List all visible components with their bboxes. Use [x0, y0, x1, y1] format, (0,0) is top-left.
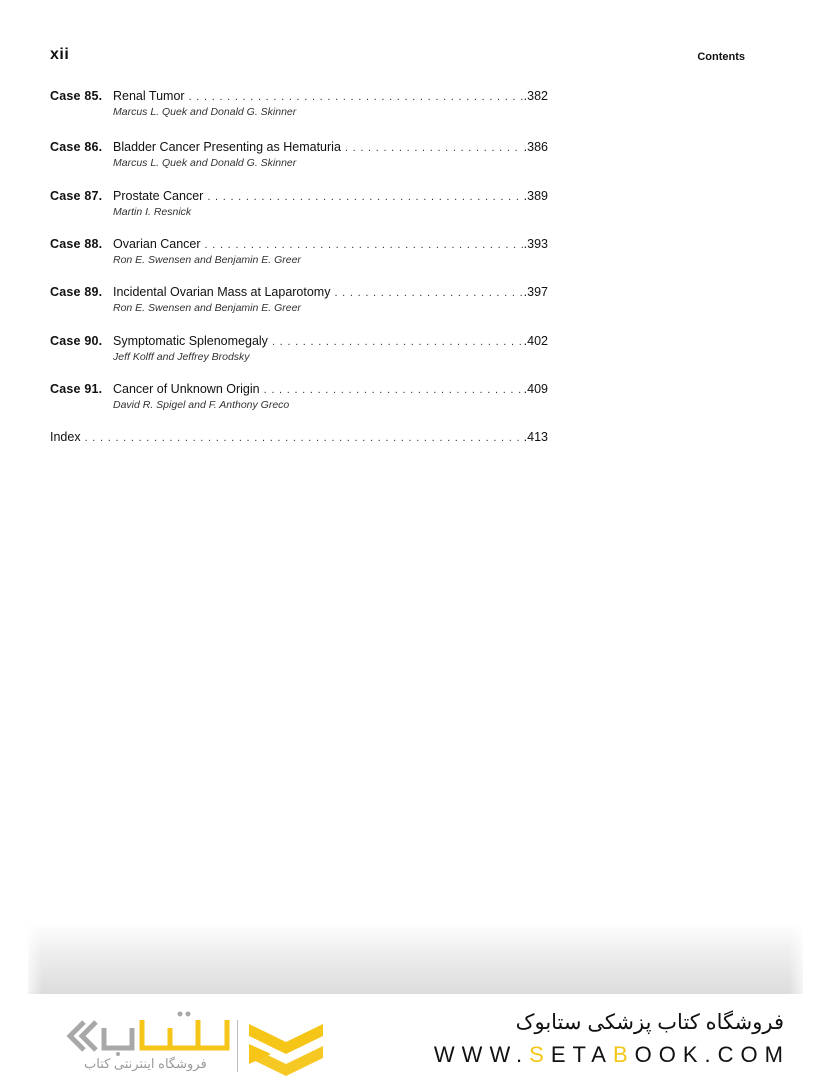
toc-entry[interactable]	[50, 284, 548, 316]
page-number: .389	[523, 189, 548, 203]
dot-leader	[334, 285, 522, 299]
logo-wordmark-icon	[62, 1008, 232, 1056]
entry-authors: Marcus L. Quek and Donald G. Skinner	[113, 106, 297, 118]
toc-entry[interactable]	[50, 236, 548, 268]
toc-entry[interactable]	[50, 139, 548, 171]
entry-authors: David R. Spigel and F. Anthony Greco	[113, 399, 290, 411]
toc-entry[interactable]	[50, 88, 548, 120]
entry-title[interactable]: Bladder Cancer Presenting as Hematuria	[113, 140, 341, 154]
footer-fade-band	[28, 922, 803, 994]
entry-authors: Jeff Kolff and Jeffrey Brodsky	[113, 351, 250, 363]
entry-title[interactable]: Index	[50, 430, 81, 444]
entry-title[interactable]: Incidental Ovarian Mass at Laparotomy	[113, 285, 331, 299]
page-number: .382	[523, 89, 548, 103]
case-label: Case 85.	[50, 89, 103, 103]
dot-leader	[345, 140, 523, 154]
chevron-logo-icon	[247, 1018, 325, 1078]
entry-authors: Ron E. Swensen and Benjamin E. Greer	[113, 254, 301, 266]
toc-entry-index[interactable]	[50, 429, 548, 445]
case-label: Case 90.	[50, 334, 103, 348]
case-label: Case 87.	[50, 189, 103, 203]
store-name: فروشگاه کتاب پزشکی ستابوک	[515, 1011, 784, 1034]
entry-authors: Martin I. Resnick	[113, 206, 192, 218]
toc-entry[interactable]	[50, 188, 548, 220]
page-number: .393	[523, 237, 548, 251]
logo-tagline: فروشگاه اینترنتی کتاب	[84, 1056, 207, 1071]
store-url-link[interactable]	[434, 1042, 790, 1068]
dot-leader	[189, 89, 523, 103]
dot-leader	[207, 189, 522, 203]
page-number: .413	[523, 430, 548, 444]
page-number: .397	[523, 285, 548, 299]
url-part: WWW.	[433, 1042, 530, 1067]
running-head: Contents	[697, 51, 745, 63]
dot-leader	[85, 430, 523, 444]
entry-title[interactable]: Cancer of Unknown Origin	[113, 382, 260, 396]
case-label: Case 86.	[50, 140, 103, 154]
toc-entry[interactable]	[50, 381, 548, 413]
url-part: OOK.COM	[634, 1042, 790, 1067]
footer-brand-banner	[0, 996, 832, 1080]
page-number: .402	[523, 334, 548, 348]
url-accent-letter: S	[529, 1042, 551, 1067]
entry-title[interactable]: Ovarian Cancer	[113, 237, 201, 251]
entry-authors: Ron E. Swensen and Benjamin E. Greer	[113, 302, 301, 314]
entry-title[interactable]: Prostate Cancer	[113, 189, 204, 203]
case-label: Case 88.	[50, 237, 103, 251]
dot-leader	[205, 237, 523, 251]
page-number: .409	[523, 382, 548, 396]
case-label: Case 89.	[50, 285, 103, 299]
dot-leader	[264, 382, 523, 396]
store-logo[interactable]	[62, 1008, 330, 1074]
url-part: ETA	[550, 1042, 613, 1067]
toc-entry[interactable]	[50, 333, 548, 365]
page-folio: xii	[50, 46, 70, 63]
case-label: Case 91.	[50, 382, 103, 396]
url-accent-letter: B	[612, 1042, 635, 1067]
logo-divider	[237, 1020, 238, 1072]
page-number: .386	[523, 140, 548, 154]
entry-title[interactable]: Symptomatic Splenomegaly	[113, 334, 268, 348]
entry-authors: Marcus L. Quek and Donald G. Skinner	[113, 157, 297, 169]
dot-leader	[272, 334, 523, 348]
entry-title[interactable]: Renal Tumor	[113, 89, 185, 103]
